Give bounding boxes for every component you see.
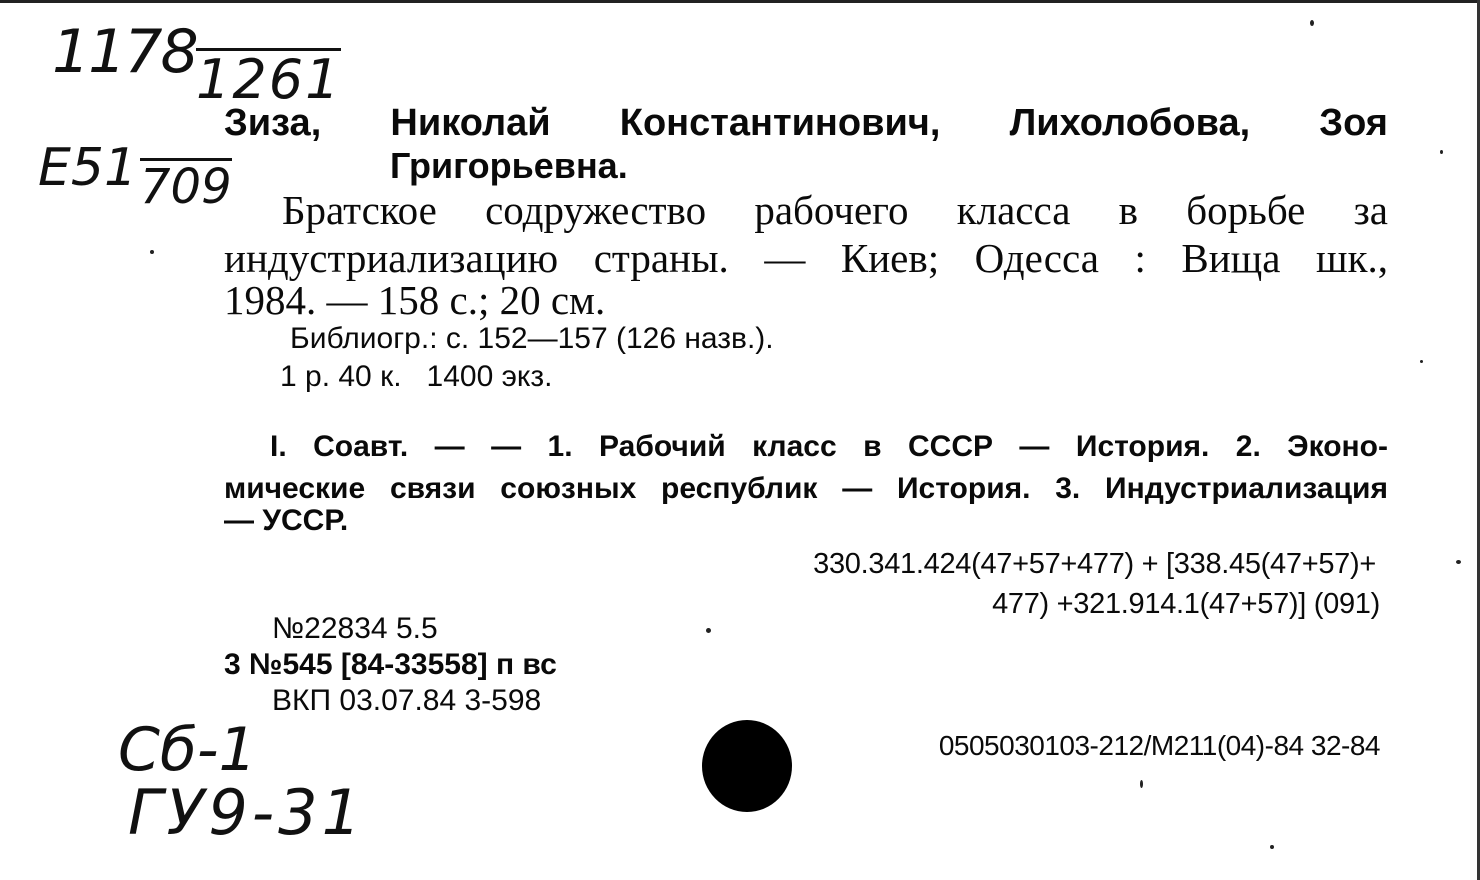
card-edge-top bbox=[0, 0, 1480, 3]
scan-speck bbox=[706, 628, 711, 633]
heading-line-2: Григорьевна. bbox=[390, 145, 628, 186]
author1-name: Николай bbox=[390, 102, 551, 144]
registry-line-3: ВКП 03.07.84 3-598 bbox=[272, 684, 542, 717]
scan-speck bbox=[1440, 150, 1443, 154]
subjects-line-2: мические связи союзных республик — История. 3. Индустриализация bbox=[224, 472, 1388, 505]
scan-speck bbox=[1270, 845, 1274, 849]
scan-speck bbox=[1140, 780, 1143, 788]
description-line-1: Братское содружество рабочего класса в борьбе за bbox=[282, 187, 1388, 233]
handwritten-shelfmark-top: 1178 bbox=[52, 17, 197, 87]
subjects-line-3: — УССР. bbox=[224, 504, 349, 537]
publication-code: 0505030103-212/М211(04)-84 32-84 bbox=[938, 730, 1380, 761]
handwritten-bottom-line-1: Сб-1 bbox=[118, 715, 257, 785]
scan-speck bbox=[150, 250, 154, 254]
description-line-2: индустриализацию страны. — Киев; Одесса : Вища шк., bbox=[224, 235, 1388, 281]
punch-hole bbox=[702, 720, 792, 812]
author2-name: Зоя bbox=[1319, 102, 1388, 144]
handwritten-bottom-line-2: ГУ9-31 bbox=[128, 776, 366, 849]
description-line-3: 1984. — 158 с.; 20 см. bbox=[224, 277, 606, 323]
bibliography-note: Библиогр.: с. 152—157 (126 назв.). bbox=[290, 322, 774, 355]
heading-line-1 bbox=[224, 104, 1388, 142]
handwritten-shelfmark-left: E51 bbox=[38, 138, 138, 198]
handwritten-shelfmark-top-sub: 1261 bbox=[196, 48, 342, 111]
author2-surname: Лихолобова, bbox=[1009, 102, 1251, 144]
subjects-line-1: I. Соавт. — — 1. Рабочий класс в СССР — История. 2. Эконо- bbox=[270, 430, 1388, 463]
classification-line-1: 330.341.424(47+57+477) + [338.45(47+57)+ bbox=[813, 548, 1376, 580]
registry-line-2: 3 №545 [84-33558] п вс bbox=[224, 648, 557, 681]
classification-line-2: 477) +321.914.1(47+57)] (091) bbox=[992, 588, 1380, 620]
handwritten-shelfmark-left-sub: 709 bbox=[140, 159, 232, 215]
scan-speck bbox=[1456, 560, 1461, 564]
author1-surname: Зиза, bbox=[224, 102, 322, 144]
price-copies-note: 1 р. 40 к. 1400 экз. bbox=[280, 360, 553, 393]
scan-speck bbox=[1420, 360, 1423, 363]
scan-speck bbox=[1310, 20, 1314, 26]
author1-patronymic: Константинович, bbox=[619, 102, 941, 144]
registry-line-1: №22834 5.5 bbox=[272, 612, 438, 645]
